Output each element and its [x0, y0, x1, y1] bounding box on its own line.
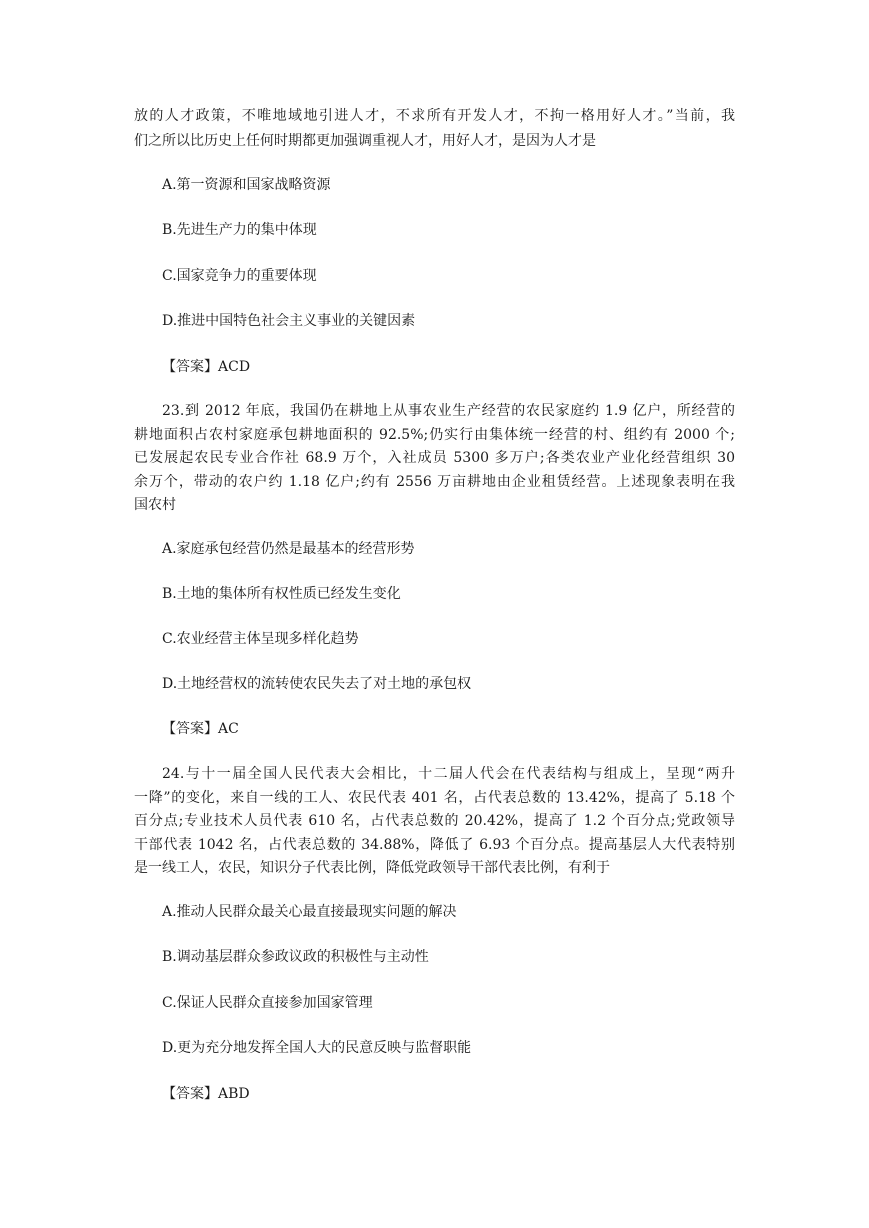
q24-option-c: C.保证人民群众直接参加国家管理 — [162, 995, 373, 1011]
q22-option-b: B.先进生产力的集中体现 — [162, 222, 317, 238]
q24-stem-line-1: 24.与十一届全国人民代表大会相比，十二届人代会在代表结构与组成上，呈现“两升 — [162, 766, 735, 782]
q23-option-b: B.土地的集体所有权性质已经发生变化 — [162, 586, 401, 602]
q24-option-b: B.调动基层群众参政议政的积极性与主动性 — [162, 949, 429, 965]
q24-stem-line-5: 是一线工人，农民，知识分子代表比例，降低党政领导干部代表比例，有利于 — [134, 860, 610, 876]
q23-option-d: D.土地经营权的流转使农民失去了对土地的承包权 — [162, 676, 472, 692]
q24-option-d: D.更为充分地发挥全国人大的民意反映与监督职能 — [162, 1040, 472, 1056]
q23-stem-line-5: 国农村 — [134, 497, 176, 513]
q23-stem-line-3: 已发展起农民专业合作社 68.9 万个，入社成员 5300 多万户;各类农业产业化经营组织 30 — [134, 450, 735, 466]
q22-stem-line-1: 放的人才政策，不唯地域地引进人才，不求所有开发人才，不拘一格用好人才。”当前，我 — [134, 108, 735, 124]
q23-stem-line-2: 耕地面积占农村家庭承包耕地面积的 92.5%;仍实行由集体统一经营的村、组约有 2000 个; — [134, 427, 735, 443]
q24-answer: 【答案】ABD — [162, 1086, 250, 1102]
q24-stem-line-3: 百分点;专业技术人员代表 610 名，占代表总数的 20.42%，提高了 1.2 个百分点;党政领导 — [134, 813, 735, 829]
q22-option-c: C.国家竞争力的重要体现 — [162, 268, 317, 284]
q23-answer: 【答案】AC — [162, 721, 239, 737]
q23-option-c: C.农业经营主体呈现多样化趋势 — [162, 631, 359, 647]
q22-answer: 【答案】ACD — [162, 359, 251, 375]
q24-stem-line-4: 干部代表 1042 名，占代表总数的 34.88%，降低了 6.93 个百分点。提高基层人大代表特别 — [134, 837, 735, 853]
q23-stem-line-4: 余万个，带动的农户约 1.18 亿户;约有 2556 万亩耕地由企业租赁经营。上述现象表明在我 — [134, 474, 735, 490]
q24-stem-line-2: 一降”的变化，来自一线的工人、农民代表 401 名，占代表总数的 13.42%，提高了 5.18 个 — [134, 790, 735, 806]
q22-option-a: A.第一资源和国家战略资源 — [162, 177, 331, 193]
q23-option-a: A.家庭承包经营仍然是最基本的经营形势 — [162, 541, 415, 557]
q24-option-a: A.推动人民群众最关心最直接最现实问题的解决 — [162, 904, 457, 920]
q23-stem-line-1: 23.到 2012 年底，我国仍在耕地上从事农业生产经营的农民家庭约 1.9 亿户，所经营的 — [162, 403, 735, 419]
q22-option-d: D.推进中国特色社会主义事业的关键因素 — [162, 313, 416, 329]
q22-stem-line-2: 们之所以比历史上任何时期都更加强调重视人才，用好人才，是因为人才是 — [134, 133, 596, 149]
